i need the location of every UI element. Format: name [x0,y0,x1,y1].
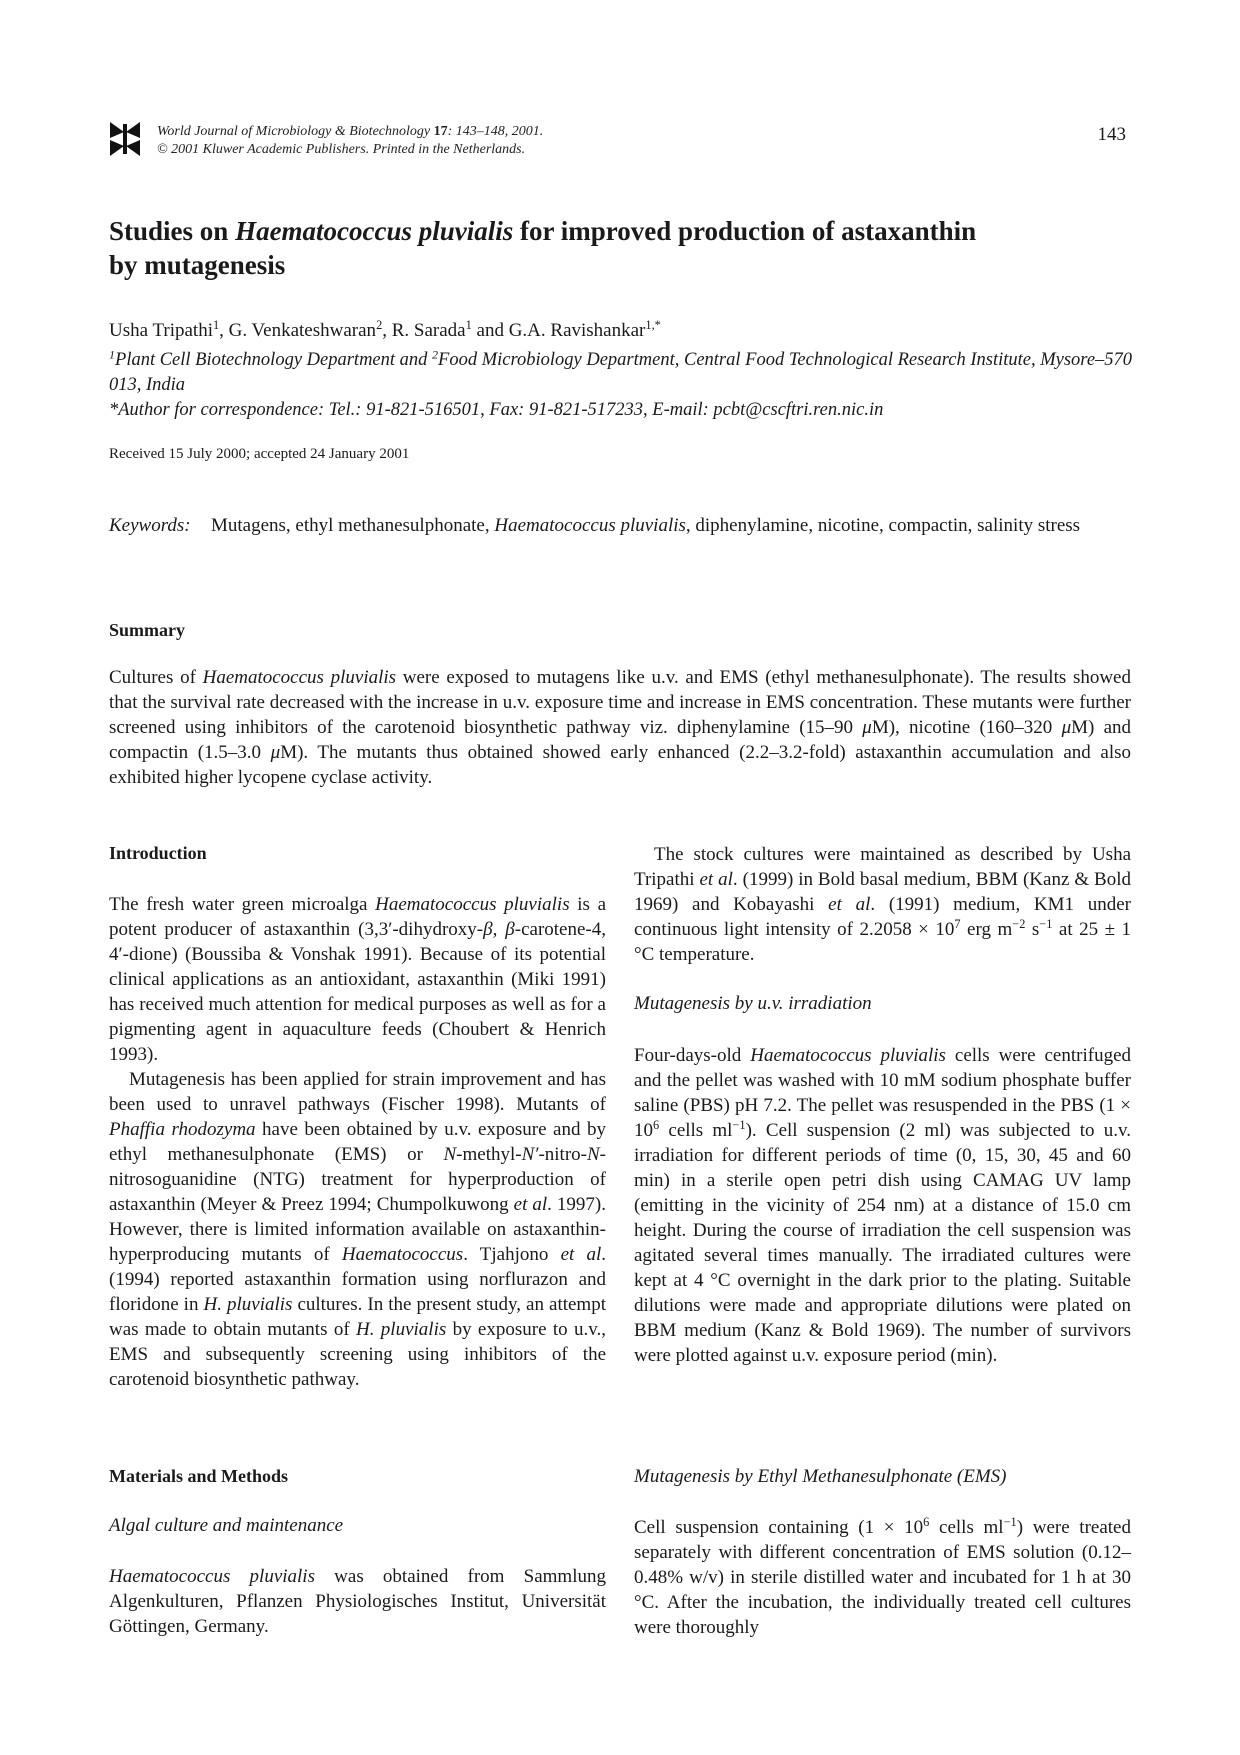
species: Haematococcus pluvialis [375,894,570,915]
species: H. pluvialis [355,1319,447,1340]
uv-mutagenesis-subheading: Mutagenesis by u.v. irradiation [634,993,872,1014]
superscript: 6 [923,1515,930,1530]
text: Four-days-old [634,1045,751,1066]
author-affil-mark: 1,* [645,318,661,333]
text: erg m [960,919,1013,940]
journal-header [157,123,543,159]
publisher-logo [108,120,142,158]
text: , [492,919,506,940]
text: cells ml [659,1120,733,1141]
summary-heading: Summary [109,620,185,640]
text: is a potent producer of astaxanthin (3,3′-dihydroxy- [109,894,607,940]
text: cells were centrifuged and the pellet was washed with 10 mM sodium phosphate buffer saline (PBS) pH 7.2. The pellet was resuspended in the PBS (1 × 10 [634,1045,1131,1141]
text: . (1999) in Bold basal medium, BBM (Kanz & Bold 1969) and Kobayashi [634,869,1131,915]
algal-culture-subheading: Algal culture and maintenance [109,1515,344,1536]
text: . 1997). However, there is limited information available on astaxanthin-hyperproducing mutants of [109,1194,607,1265]
received-dates: Received 15 July 2000; accepted 24 January 2001 [109,446,410,462]
text: . Tjahjono [463,1244,561,1265]
author-affil-mark: 2 [376,318,383,333]
text: have been obtained by u.v. exposure and by ethyl methanesulphonate (EMS) or [109,1119,606,1165]
author-name: , G. Venkateshwaran [219,320,377,341]
keywords-text [211,513,1133,538]
text: . (1994) reported astaxanthin formation using norflurazon and floridone in [109,1244,606,1315]
chem-prefix: N [443,1144,457,1165]
title-species: Haematococcus pluvialis [235,216,514,246]
superscript: 7 [954,917,961,932]
text: cells ml [929,1517,1004,1538]
keywords-part: Mutagens, ethyl methanesulphonate, [211,515,495,536]
text: -carotene-4, 4′-dione) (Boussiba & Vonshak 1991). Because of its potential clinical applications as an antioxidant, astaxanthin (Miki 1991) has received much attention for medical purposes as well as for a pigmenting agent in aquaculture feeds (Choubert & Henrich 1993). [109,919,606,1065]
text: -methyl- [456,1144,522,1165]
text: ) were treated separately with different concentration of EMS solution (0.12–0.48% w/v) in sterile distilled water and incubated for 1 h at 30 °C. After the incubation, the individually treated cell cultures were thoroughly [634,1517,1131,1638]
affiliations [109,348,1139,398]
species: H. pluvialis [203,1294,293,1315]
summary-part: M) and compactin (1.5–3.0 [109,717,1132,763]
methods-paragraph-2 [634,842,1131,967]
text: at 25 ± 1 °C temperature. [634,919,1131,965]
author-name: and G.A. Ravishankar [471,320,646,341]
superscript: −1 [732,1118,746,1133]
superscript: −1 [1003,1515,1017,1530]
superscript: −2 [1012,917,1026,932]
text: . (1991) medium, KM1 under continuous light intensity of 2.2058 × 10 [634,894,1131,940]
keywords-part: , diphenylamine, nicotine, compactin, salinity stress [685,515,1081,536]
intro-paragraph-2 [109,1067,606,1392]
summary-species: Haematococcus pluvialis [202,667,397,688]
summary-part: were exposed to mutagens like u.v. and EMS (ethyl methanesulphonate). The results showed that the survival rate decreased with the increase in u.v. exposure time and increase in EMS concentration. These mutants were further screened using inhibitors of the carotenoid biosynthetic pathway viz. diphenylamine (15–90 [109,667,1131,738]
et-al: et al [699,869,733,890]
text: was obtained from Sammlung Algenkulturen, Pflanzen Physiologisches Institut, Universität Göttingen, Germany. [109,1566,606,1637]
ems-mutagenesis-subheading: Mutagenesis by Ethyl Methanesulphonate (EMS) [634,1466,1007,1487]
journal-volume: 17 [433,124,448,139]
chem-prefix: N [586,1144,600,1165]
affil-mark: 2 [432,347,439,362]
summary-text [109,665,1131,790]
text: by exposure to u.v., EMS and subsequently screening using inhibitors of the carotenoid biosynthetic pathway. [109,1319,606,1390]
author-affil-mark: 1 [213,318,220,333]
summary-part: M). The mutants thus obtained showed early enhanced (2.2–3.2-fold) astaxanthin accumulation and also exhibited higher lycopene cyclase activity. [109,742,1131,788]
author-name: Usha Tripathi [109,320,213,341]
species: Haematococcus pluvialis [109,1566,315,1587]
title-text: for improved production of astaxanthin [513,216,977,246]
author-name: , R. Sarada [382,320,466,341]
copyright-symbol: © [157,142,168,157]
page-number: 143 [1097,124,1126,145]
intro-paragraph-1 [109,892,606,1067]
title-text: Studies on [109,216,236,246]
text: Cell suspension containing (1 × 10 [634,1517,924,1538]
et-al: et al [560,1244,602,1265]
beta-symbol: β [505,919,515,940]
affil-text: Plant Cell Biotechnology Department and [115,350,433,370]
journal-pages: : 143–148, 2001. [447,124,544,139]
summary-part: Cultures of [109,667,203,688]
text: s [1025,919,1040,940]
copyright-text: 2001 Kluwer Academic Publishers. Printed in the Netherlands. [167,142,526,157]
text: The stock cultures were maintained as described by Usha Tripathi [634,844,1131,890]
et-al: et al [513,1194,548,1215]
author-affil-mark: 1 [465,318,472,333]
title-text: by mutagenesis [109,250,286,280]
superscript: −1 [1039,917,1053,932]
methods-paragraph-4 [634,1515,1131,1640]
affil-mark: 1 [109,347,116,362]
summary-part: M), nicotine (160–320 [871,717,1062,738]
methods-paragraph-1 [109,1564,606,1639]
uv-mutagenesis-body [634,1043,1131,1368]
affil-text: Food Microbiology Department, Central Food Technological Research Institute, Mysore–570 013, India [109,350,1133,395]
paper-title [109,214,1109,282]
methods-paragraph-3 [634,1043,1131,1368]
correspondence: *Author for correspondence: Tel.: 91-821-516501, Fax: 91-821-517233, E-mail: pcbt@cscftri.ren.nic.in [109,400,884,420]
mu-symbol: μ [270,742,281,763]
superscript: 6 [653,1118,660,1133]
introduction-heading: Introduction [109,843,207,863]
text: -nitrosoguanidine (NTG) treatment for hyperproduction of astaxanthin (Meyer & Preez 1994; Chumpolkuwong [109,1144,606,1215]
text: The fresh water green microalga [109,894,376,915]
text: ). Cell suspension (2 ml) was subjected to u.v. irradiation for different periods of time (0, 15, 30, 45 and 60 min) in a sterile open petri dish using CAMAG UV lamp (emitting in the vicinity of 254 nm) at a distance of 15.0 cm height. During the course of irradiation the cell suspension was agitated several times manually. The irradiated cultures were kept at 4 °C overnight in the dark prior to the plating. Suitable dilutions were made and appropriate dilutions were plated on BBM medium (Kanz & Bold 1969). The number of survivors were plotted against u.v. exposure period (min). [634,1120,1131,1366]
stock-cultures-body [634,842,1131,967]
keywords-species: Haematococcus pluvialis [494,515,686,536]
ems-mutagenesis-body [634,1515,1131,1640]
et-al: et al [828,894,871,915]
mu-symbol: μ [1061,717,1072,738]
text: cultures. In the present study, an attempt was made to obtain mutants of [109,1294,606,1340]
text: Mutagenesis has been applied for strain improvement and has been used to unravel pathways (Fischer 1998). Mutants of [109,1069,606,1115]
species: Phaffia rhodozyma [109,1119,256,1140]
species: Haematococcus pluvialis [750,1045,946,1066]
text: -nitro- [538,1144,587,1165]
mu-symbol: μ [862,717,872,738]
species: Haematococcus [341,1244,464,1265]
beta-symbol: β [483,919,493,940]
chem-prefix: N′ [521,1144,539,1165]
algal-culture-body [109,1564,606,1639]
introduction-body [109,892,606,1392]
keywords-label: Keywords: [109,515,191,536]
methods-heading: Materials and Methods [109,1466,288,1486]
author-list [109,320,661,342]
journal-name: World Journal of Microbiology & Biotechnology [157,124,431,139]
